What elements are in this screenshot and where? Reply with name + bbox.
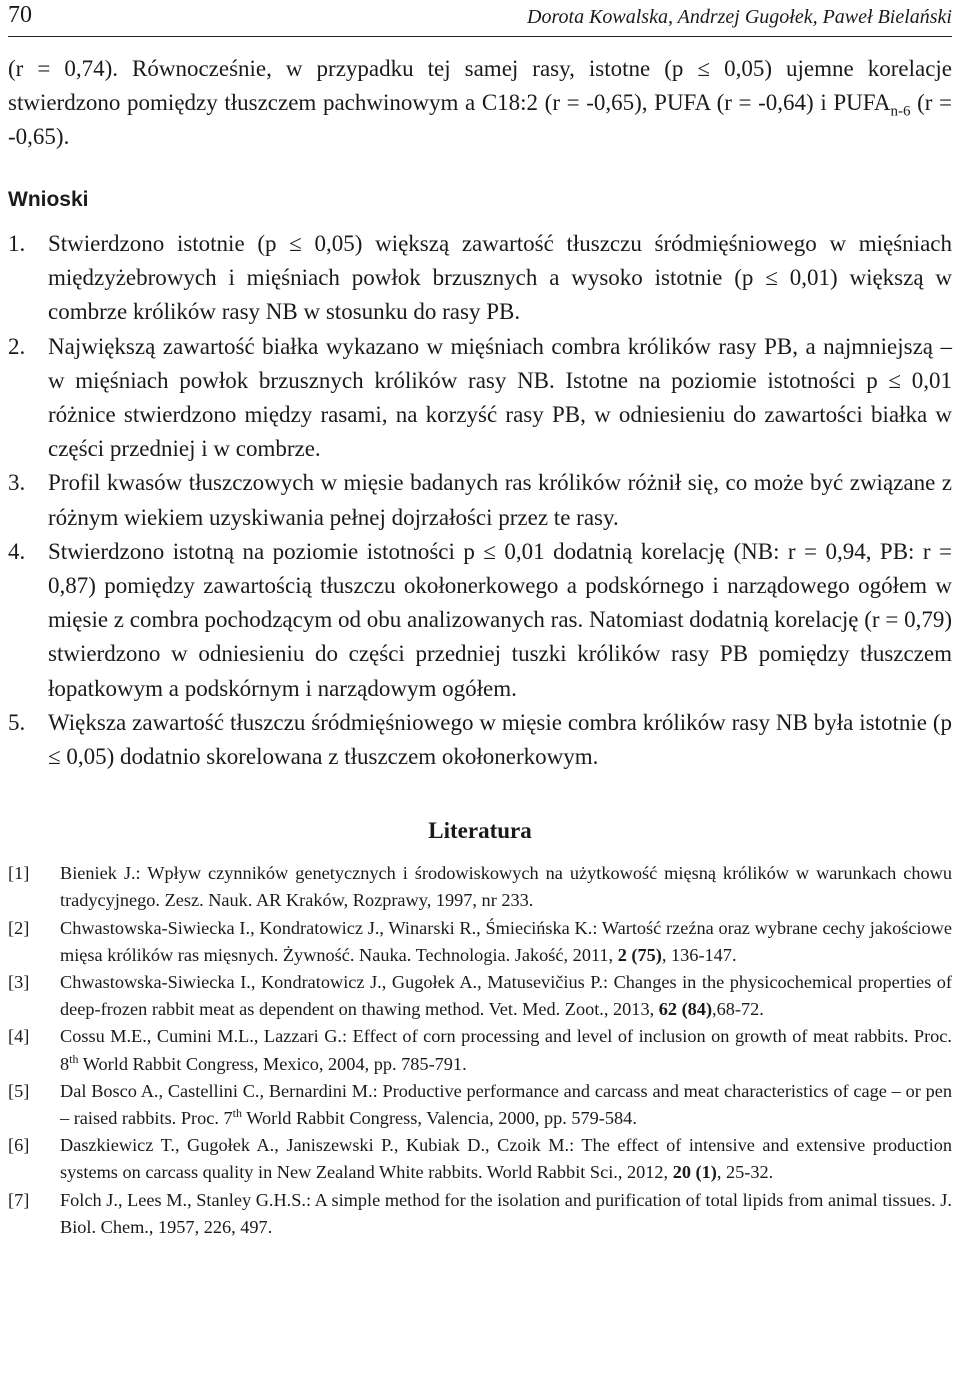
intro-text: (r = 0,74). Równocześnie, w przypadku tej samej rasy, istotne (p ≤ 0,05) ujemne korelacje stwierdzono pomiędzy tłuszczem pachwinowym a C18:2 (r = -0,65), PUFA (r = -0,64) i PUFA	[8, 56, 952, 115]
reference-item	[8, 1132, 952, 1186]
conclusions-list	[8, 227, 952, 774]
conclusion-item	[8, 227, 952, 330]
reference-number: [3]	[8, 972, 30, 993]
running-header	[8, 2, 952, 36]
page-body	[8, 52, 952, 1241]
page-number: 70	[8, 2, 32, 28]
reference-text: World Rabbit Congress, Mexico, 2004, pp. 785-791.	[78, 1053, 467, 1074]
reference-item	[8, 1187, 952, 1241]
conclusion-number: 3.	[8, 470, 26, 496]
conclusion-item	[8, 706, 952, 774]
intro-paragraph	[8, 52, 952, 154]
conclusion-item	[8, 466, 952, 534]
reference-item	[8, 915, 952, 969]
conclusion-item	[8, 535, 952, 706]
reference-item	[8, 1023, 952, 1077]
running-header-authors: Dorota Kowalska, Andrzej Gugołek, Paweł Bielański	[527, 6, 952, 28]
reference-item	[8, 860, 952, 914]
header-rule	[8, 36, 952, 37]
literature-heading: Literatura	[428, 818, 532, 844]
reference-text: , 136-147.	[661, 944, 737, 965]
reference-number: [6]	[8, 1135, 30, 1156]
conclusion-number: 2.	[8, 333, 26, 359]
reference-text: Dal Bosco A., Castellini C., Bernardini M.: Productive performance and carcass and meat characteristics of cage – or pen – raised rabbits. Proc. 7	[60, 1080, 952, 1129]
reference-number: [5]	[8, 1080, 30, 1101]
intro-text-end: (r = -0,65).	[8, 90, 952, 149]
conclusion-item	[8, 330, 952, 467]
reference-item	[8, 969, 952, 1023]
reference-superscript: th	[232, 1105, 242, 1120]
conclusion-text: Profil kwasów tłuszczowych w mięsie badanych ras królików różnił się, co może być związane z różnym wiekiem uzyskiwania pełnej dojrzałości przez te rasy.	[48, 470, 952, 530]
reference-superscript: th	[69, 1051, 79, 1066]
reference-number: [1]	[8, 863, 30, 884]
reference-volume: 2 (75)	[617, 944, 662, 965]
reference-text: , 25-32.	[716, 1162, 774, 1183]
reference-number: [2]	[8, 917, 30, 938]
reference-text: Chwastowska-Siwiecka I., Kondratowicz J., Winarski R., Śmiecińska K.: Wartość rzeźna oraz wybrane cechy jakościowe mięsa królików ras mięsnych. Żywność. Nauka. Technologia. Jakość, 2011,	[60, 917, 952, 965]
reference-volume: 62 (84)	[658, 999, 713, 1020]
reference-text: ,68-72.	[712, 999, 764, 1020]
conclusion-number: 4.	[8, 538, 26, 564]
reference-text: World Rabbit Congress, Valencia, 2000, pp. 579-584.	[241, 1108, 637, 1129]
conclusion-number: 1.	[8, 231, 26, 256]
conclusions-heading: Wnioski	[8, 188, 89, 211]
conclusion-text: Stwierdzono istotnie (p ≤ 0,05) większą zawartość tłuszczu śródmięśniowego w mięśniach międzyżebrowych i mięśniach powłok brzusznych a wysoko istotnie (p ≤ 0,01) większą w combrze królików rasy NB w stosunku do rasy PB.	[48, 231, 952, 325]
conclusion-text: Największą zawartość białka wykazano w mięśniach combra królików rasy PB, a najmniejszą – w mięśniach powłok brzusznych królików rasy NB. Istotne na poziomie istotności p ≤ 0,01 różnice stwierdzono między rasami, na korzyść rasy PB, w odniesieniu do zawartości białka w części przedniej i w combrze.	[48, 333, 952, 462]
intro-subscript: n-6	[890, 103, 911, 120]
reference-list	[8, 860, 952, 1241]
reference-number: [7]	[8, 1189, 30, 1210]
reference-text: Daszkiewicz T., Gugołek A., Janiszewski P., Kubiak D., Czoik M.: The effect of intensive and extensive production systems on carcass quality in New Zealand White rabbits. World Rabbit Sci., 2012,	[60, 1135, 952, 1183]
reference-text: Folch J., Lees M., Stanley G.H.S.: A simple method for the isolation and purification of total lipids from animal tissues. J. Biol. Chem., 1957, 226, 497.	[60, 1189, 952, 1237]
reference-number: [4]	[8, 1026, 30, 1047]
reference-item	[8, 1078, 952, 1132]
conclusion-text: Większa zawartość tłuszczu śródmięśniowego w mięsie combra królików rasy NB była istotnie (p ≤ 0,05) dodatnio skorelowana z tłuszczem okołonerkowym.	[48, 709, 952, 770]
reference-volume: 20 (1)	[672, 1162, 717, 1183]
conclusion-number: 5.	[8, 709, 26, 735]
reference-text: Cossu M.E., Cumini M.L., Lazzari G.: Effect of corn processing and level of inclusion on growth of meat rabbits. Proc. 8	[60, 1026, 952, 1074]
conclusion-text: Stwierdzono istotną na poziomie istotności p ≤ 0,01 dodatnią korelację (NB: r = 0,94, PB: r = 0,87) pomiędzy zawartością tłuszczu okołonerkowego a podskórnego i narządowego ogółem w mięsie z combra pochodzącym od obu analizowanych ras. Natomiast dodatnią korelację (r = 0,79) stwierdzono w odniesieniu do części przedniej tuszki królików rasy PB pomiędzy tłuszczem łopatkowym a podskórnym i narządowym ogółem.	[48, 538, 952, 701]
reference-text: Chwastowska-Siwiecka I., Kondratowicz J., Gugołek A., Matusevičius P.: Changes in the physicochemical properties of deep-frozen rabbit meat as dependent on thawing method. Vet. Med. Zoot., 2013,	[60, 972, 952, 1020]
reference-text: Bieniek J.: Wpływ czynników genetycznych i środowiskowych na użytkowość mięsną królików w warunkach chowu tradycyjnego. Zesz. Nauk. AR Kraków, Rozprawy, 1997, nr 233.	[60, 863, 952, 911]
